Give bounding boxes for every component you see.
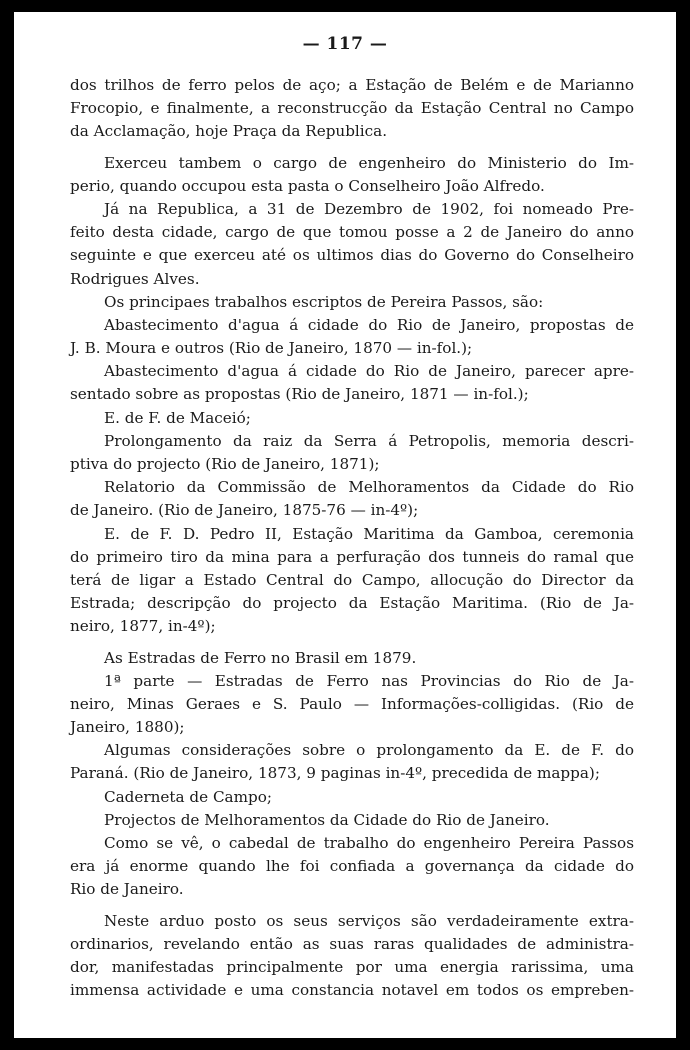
text-line: neiro, Minas Geraes e S. Paulo — Informações-colligidas. (Rio de	[70, 694, 634, 713]
text-line: immensa actividade e uma constancia notavel em todos os empreben-	[70, 981, 634, 1000]
text-line: ptiva do projecto (Rio de Janeiro, 1871);	[70, 455, 380, 473]
text-line: Rodrigues Alves.	[70, 269, 200, 288]
paragraph	[70, 910, 634, 1003]
paragraph	[70, 647, 634, 670]
paragraph	[70, 314, 634, 360]
paragraph	[70, 476, 634, 522]
text-line: J. B. Moura e outros (Rio de Janeiro, 1870 — in-fol.);	[70, 339, 473, 358]
text-line: Abastecimento d'agua á cidade do Rio de Janeiro, propostas de	[104, 315, 634, 334]
paragraph	[70, 430, 634, 476]
text-line: Os principaes trabalhos escriptos de Pereira Passos, são:	[104, 292, 544, 311]
text-line: feito desta cidade, cargo de que tomou posse a 2 de Janeiro do anno	[70, 223, 634, 242]
paragraph	[70, 360, 634, 406]
paragraph	[70, 786, 634, 809]
text-line: E. de F. de Maceió;	[104, 408, 251, 427]
text-line: do primeiro tiro da mina para a perfuração dos tunneis do ramal que	[70, 547, 634, 566]
text-line: Paraná. (Rio de Janeiro, 1873, 9 paginas in-4º, precedida de mappa);	[70, 764, 600, 783]
text-line: Projectos de Melhoramentos da Cidade do Rio de Janeiro.	[104, 810, 550, 829]
paragraph	[70, 832, 634, 902]
text-line: Estrada; descripção do projecto da Estação Maritima. (Rio de Ja-	[70, 594, 634, 613]
text-line: Neste arduo posto os seus serviços são verdadeiramente extra-	[104, 911, 634, 930]
text-line: Algumas considerações sobre o prolongamento da E. de F. do	[104, 741, 634, 760]
text-line: Relatorio da Commissão de Melhoramentos da Cidade do Rio	[104, 478, 634, 497]
text-line: Janeiro, 1880);	[70, 718, 185, 737]
text-line: Caderneta de Campo;	[104, 787, 272, 806]
paragraph	[70, 407, 634, 430]
page-number: — 117 —	[302, 34, 388, 54]
paragraph	[70, 291, 634, 314]
text-line: 1ª parte — Estradas de Ferro nas Provincias do Rio de Ja-	[104, 671, 634, 690]
text-line: Como se vê, o cabedal de trabalho do engenheiro Pereira Passos	[104, 834, 634, 852]
paragraph	[70, 523, 634, 639]
text-line: Prolongamento da raiz da Serra á Petropolis, memoria descri-	[104, 431, 634, 450]
paragraph	[70, 152, 634, 198]
text-line: seguinte e que exerceu até os ultimos dias do Governo do Conselheiro	[70, 246, 634, 265]
text-line: sentado sobre as propostas (Rio de Janeiro, 1871 — in-fol.);	[70, 385, 529, 404]
document-page	[14, 12, 676, 1038]
text-line: perio, quando occupou esta pasta o Conselheiro João Alfredo.	[70, 176, 545, 195]
text-line: E. de F. D. Pedro II, Estação Maritima da Gamboa, ceremonia	[104, 524, 634, 543]
text-line: dor, manifestadas principalmente por uma energia rarissima, uma	[70, 957, 634, 976]
paragraph	[70, 809, 634, 832]
text-line: terá de ligar a Estado Central do Campo, allocução do Director da	[70, 570, 634, 589]
text-line: As Estradas de Ferro no Brasil em 1879.	[104, 648, 417, 667]
paragraph	[70, 670, 634, 740]
text-line: neiro, 1877, in-4º);	[70, 617, 216, 636]
paragraph	[70, 739, 634, 785]
text-line: Rio de Janeiro.	[70, 880, 184, 899]
text-line: Frocopio, e finalmente, a reconstrucção da Estação Central no Campo	[70, 99, 634, 118]
text-line: da Acclamação, hoje Praça da Republica.	[70, 122, 388, 141]
paragraph	[70, 74, 634, 144]
text-line: Abastecimento d'agua á cidade do Rio de Janeiro, parecer apre-	[104, 362, 634, 381]
paragraph	[70, 198, 634, 291]
text-line: dos trilhos de ferro pelos de aço; a Estação de Belém e de Marianno	[70, 76, 634, 94]
text-line: Já na Republica, a 31 de Dezembro de 1902, foi nomeado Pre-	[104, 199, 634, 218]
body-text	[70, 74, 634, 1002]
text-line: de Janeiro. (Rio de Janeiro, 1875-76 — in-4º);	[70, 501, 419, 520]
text-line: ordinarios, revelando então as suas raras qualidades de administra-	[70, 934, 634, 953]
text-line: Exerceu tambem o cargo de engenheiro do Ministerio do Im-	[104, 153, 634, 172]
text-line: era já enorme quando lhe foi confiada a governança da cidade do	[70, 857, 634, 876]
